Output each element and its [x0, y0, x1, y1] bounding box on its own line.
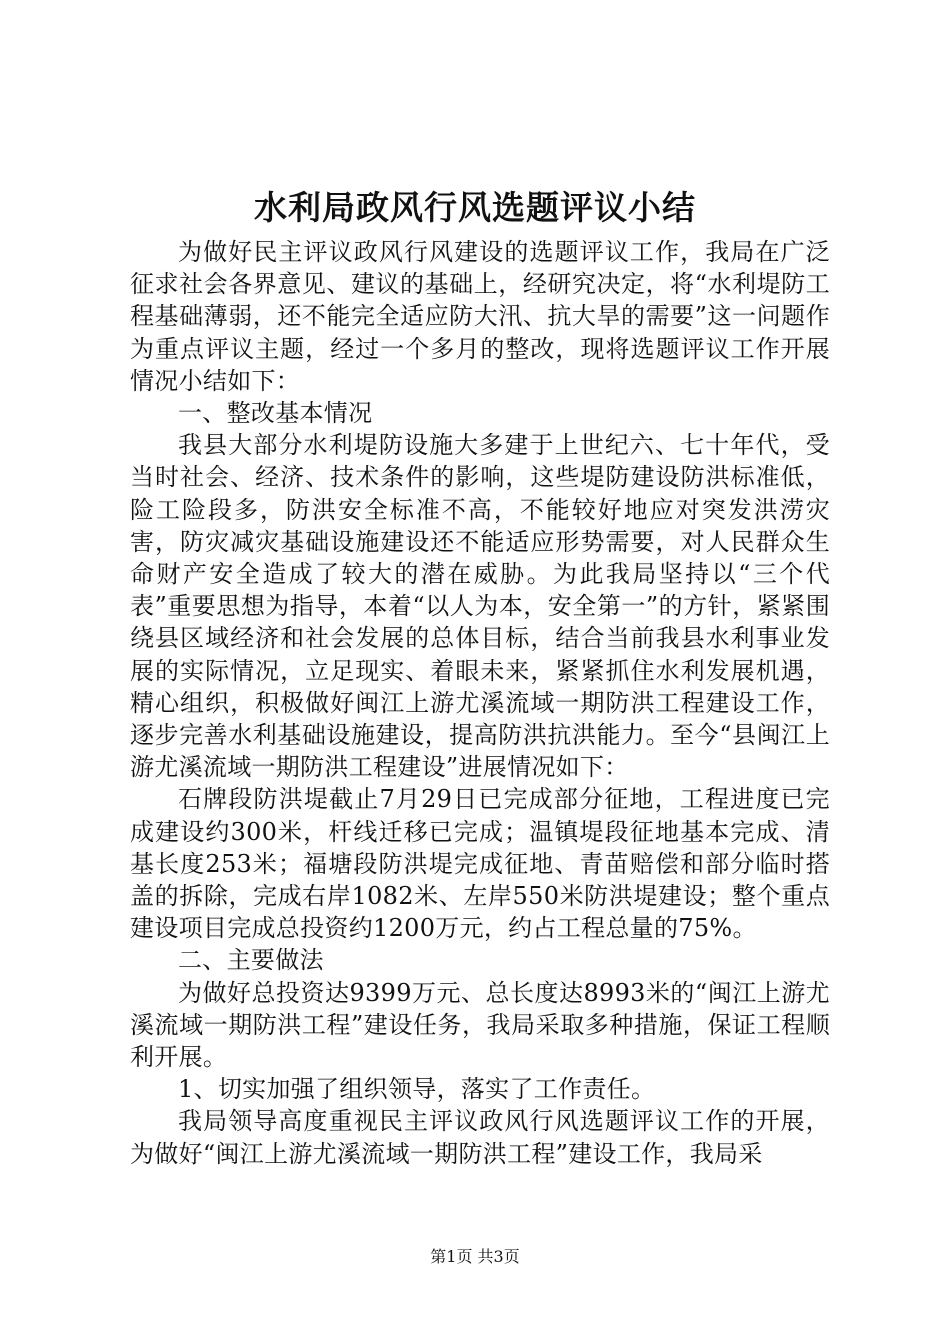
document-title: 水利局政风行风选题评议小结 — [254, 188, 696, 227]
progress-paragraph: 石牌段防洪堤截止7月29日已完成部分征地，工程进度已完成建设约300米，杆线迁移已完成；温镇堤段征地基本完成、清基长度253米；福塘段防洪堤完成征地、青苗赔偿和部分临时搭盖的拆除，完成右岸1082米、左岸550米防洪堤建设；整个重点建设项目完成总投资约1200万元，约占工程总量的75%。 — [130, 785, 830, 943]
measure-item-1: 1、切实加强了组织领导，落实了工作责任。 — [178, 1075, 656, 1104]
intro-paragraph: 为做好民主评议政风行风建设的选题评议工作，我局在广泛征求社会各界意见、建议的基础上，经研究决定，将“水利堤防工程基础薄弱，还不能完全适应防大汛、抗大旱的需要”这一问题作为重点评议主题，经过一个多月的整改，现将选题评议工作开展情况小结如下： — [130, 238, 830, 395]
document-body — [130, 236, 830, 1170]
section-heading-2: 二、主要做法 — [178, 946, 324, 975]
measures-intro-paragraph: 为做好总投资达9399万元、总长度达8993米的“闽江上游尤溪流域一期防洪工程”建设任务，我局采取多种措施，保证工程顺利开展。 — [130, 978, 830, 1072]
leadership-paragraph: 我局领导高度重视民主评议政风行风选题评议工作的开展，为做好“闽江上游尤溪流域一期防洪工程”建设工作，我局采 — [130, 1107, 830, 1168]
section-heading-1: 一、整改基本情况 — [178, 399, 373, 428]
page-number-footer: 第1页 共3页 — [430, 1247, 520, 1266]
background-paragraph: 我县大部分水利堤防设施大多建于上世纪六、七十年代，受当时社会、经济、技术条件的影响，这些堤防建设防洪标准低，险工险段多，防洪安全标准不高，不能较好地应对突发洪涝灾害，防灾减灾基础设施建设还不能适应形势需要，对人民群众生命财产安全造成了较大的潜在威胁。为此我局坚持以“三个代表”重要思想为指导，本着“以人为本，安全第一”的方针，紧紧围绕县区域经济和社会发展的总体目标，结合当前我县水利事业发展的实际情况，立足现实、着眼未来，紧紧抓住水利发展机遇，精心组织，积极做好闽江上游尤溪流域一期防洪工程建设工作，逐步完善水利基础设施建设，提高防洪抗洪能力。至今“县闽江上游尤溪流域一期防洪工程建设”进展情况如下： — [130, 431, 830, 782]
